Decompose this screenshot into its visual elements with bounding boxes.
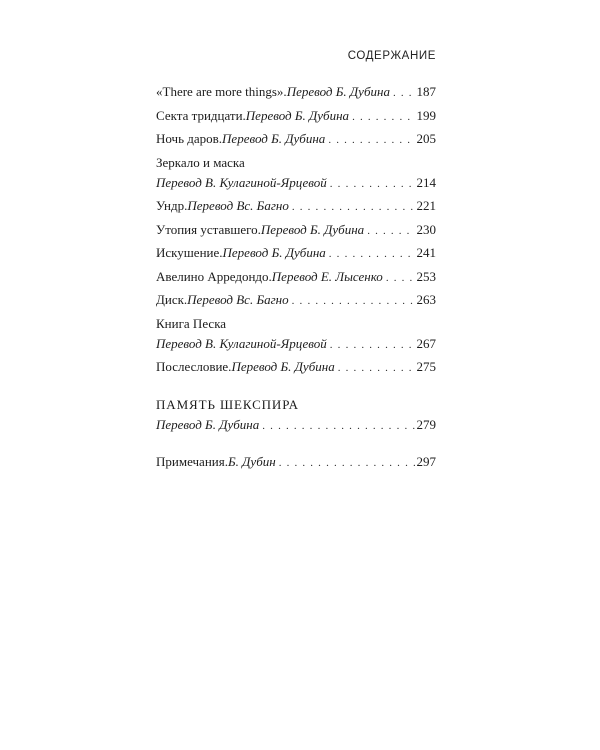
toc-page-number: 267 [416, 335, 436, 351]
toc-entry-translator: Перевод В. Кулагиной-Ярцевой [156, 335, 327, 351]
toc-page-number: 263 [416, 292, 436, 307]
toc-entry-iskushenie [156, 243, 436, 264]
toc-entry-translator: Перевод Вс. Багно [187, 292, 289, 307]
toc-entry-title: Диск. [156, 292, 188, 307]
toc-page-number: 199 [416, 107, 436, 123]
toc-page-number: 230 [416, 221, 436, 237]
toc-entry-title: Секта тридцати. [156, 107, 246, 123]
toc-entry-disk [156, 290, 436, 311]
toc-line [156, 82, 436, 103]
toc-line [156, 452, 436, 473]
toc-entry-title: Искушение. [156, 245, 223, 260]
toc-page-number: 214 [416, 174, 436, 190]
running-head: СОДЕРЖАНИЕ [347, 50, 436, 62]
toc-entry-title: Авелино Арредондо. [156, 268, 272, 284]
toc-page-number: 205 [416, 131, 436, 146]
toc-entry-title: Ночь даров. [156, 131, 223, 146]
toc-entry-primechaniya [156, 452, 436, 473]
toc-section-title: ПАМЯТЬ ШЕКСПИРА [156, 396, 299, 412]
dot-leader [352, 107, 414, 127]
toc-line [156, 106, 436, 127]
dot-leader [367, 221, 414, 241]
toc-page-number: 275 [416, 359, 436, 374]
toc-line [156, 243, 436, 264]
toc-entry-avelino-arredondo [156, 267, 436, 288]
toc-entry-title: Примечания. [156, 454, 228, 469]
toc-entry-author: Б. Дубин [227, 454, 276, 469]
toc-entry-zerkalo-i-maska [156, 153, 436, 194]
toc-page-number: 241 [416, 245, 436, 260]
toc-entry-title: Зеркало и маска [156, 154, 245, 170]
toc-line [156, 290, 436, 311]
toc-entry-title: Утопия уставшего. [156, 221, 261, 237]
dot-leader [292, 291, 415, 311]
toc-entry-translator: Перевод Б. Дубина [245, 107, 350, 123]
toc-entry-sekta-tridtsati [156, 106, 436, 127]
toc-entry-translator: Перевод Б. Дубина [286, 84, 390, 99]
toc-page-number: 187 [416, 84, 436, 99]
toc-line [156, 415, 436, 436]
toc-entry-there-are-more-things [156, 82, 436, 103]
dot-leader [292, 197, 415, 217]
dot-leader [338, 358, 415, 378]
toc-entry-title: Ундр. [156, 198, 188, 213]
toc-entry-title: Послесловие. [156, 359, 232, 374]
dot-leader [393, 83, 415, 103]
toc-line [156, 357, 436, 378]
toc-line [156, 267, 436, 288]
toc-line [156, 334, 436, 355]
toc-page-number: 279 [416, 416, 436, 432]
toc-page-number: 297 [416, 454, 436, 469]
table-of-contents [156, 82, 436, 476]
toc-section-pamyat-shekspira [156, 395, 436, 436]
dot-leader [328, 130, 414, 150]
dot-leader [330, 335, 415, 355]
toc-line [156, 220, 436, 241]
dot-leader [262, 416, 414, 436]
toc-line [156, 196, 436, 217]
toc-entry-noch-darov [156, 129, 436, 150]
toc-entry-translator: Перевод Е. Лысенко [271, 268, 383, 284]
toc-entry-translator: Перевод Б. Дубина [260, 221, 365, 237]
toc-page-number: 221 [416, 198, 436, 213]
toc-entry-undr [156, 196, 436, 217]
dot-leader [329, 244, 415, 264]
toc-line [156, 129, 436, 150]
toc-entry-translator: Перевод Б. Дубина [156, 416, 260, 432]
dot-leader [386, 268, 415, 288]
dot-leader [330, 174, 415, 194]
toc-entry-utopiya-ustavshego [156, 220, 436, 241]
toc-entry-title: Книга Песка [156, 315, 227, 331]
toc-entry-translator: Перевод В. Кулагиной-Ярцевой [156, 174, 327, 190]
dot-leader [279, 453, 415, 473]
section-spacer [156, 381, 436, 395]
toc-entry-translator: Перевод Вс. Багно [187, 198, 289, 213]
toc-line [156, 173, 436, 194]
toc-entry-title: «There are more things». [156, 84, 287, 99]
toc-entry-posleslovie [156, 357, 436, 378]
toc-page-number: 253 [416, 268, 436, 284]
toc-entry-translator: Перевод Б. Дубина [222, 131, 326, 146]
toc-entry-translator: Перевод Б. Дубина [231, 359, 335, 374]
section-spacer [156, 438, 436, 452]
toc-entry-translator: Перевод Б. Дубина [222, 245, 326, 260]
toc-entry-kniga-peska [156, 314, 436, 355]
